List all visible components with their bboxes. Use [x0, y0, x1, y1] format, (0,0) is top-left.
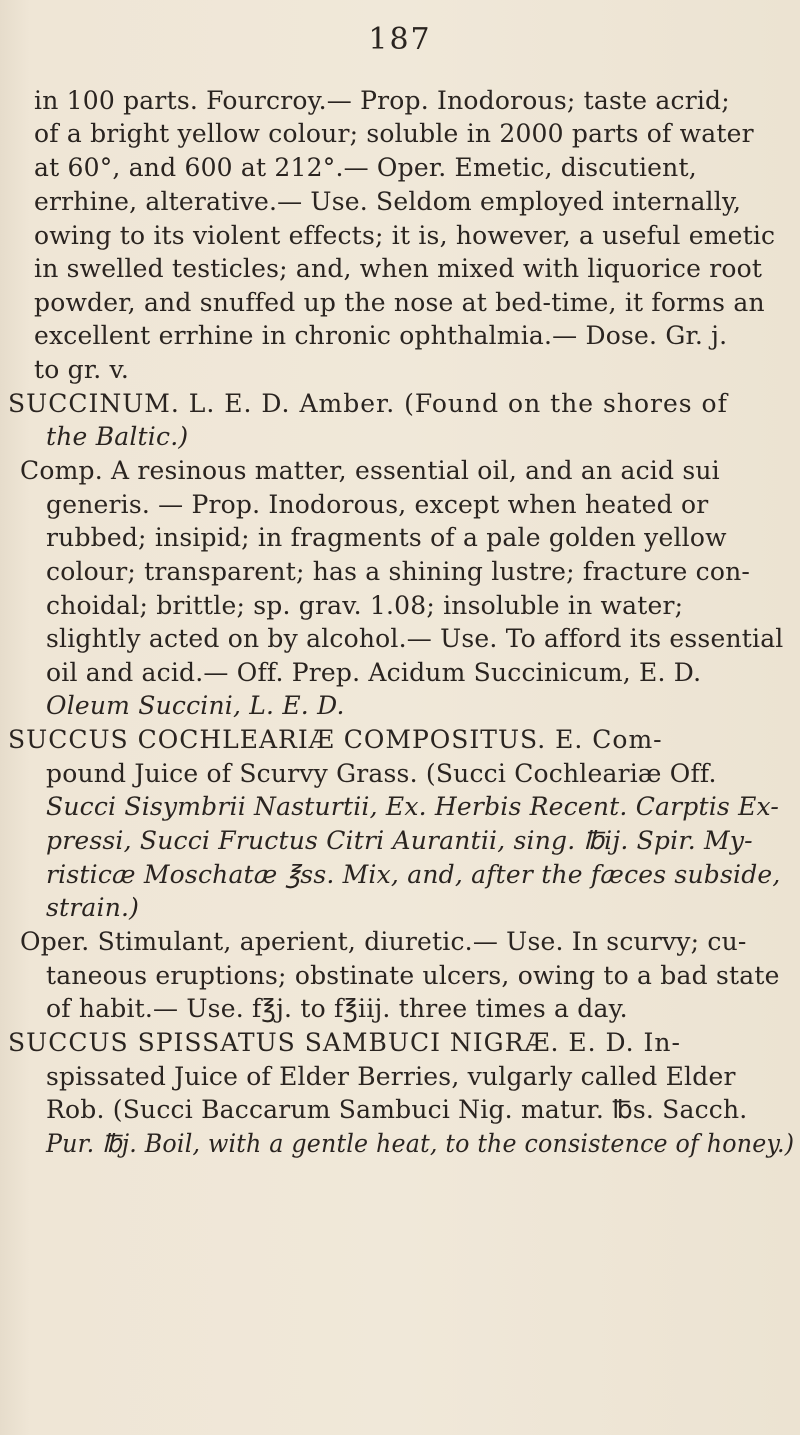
text-line: of habit.— Use. f℥j. to f℥iij. three times a day.	[46, 994, 628, 1023]
text-line: Succi Sisymbrii Nasturtii, Ex. Herbis Recent. Carptis Ex-	[46, 792, 780, 821]
text-line: at 60°, and 600 at 212°.— Oper. Emetic, discutient,	[34, 153, 697, 182]
text-line: pound Juice of Scurvy Grass. (Succi Cochleariæ Off.	[46, 759, 717, 788]
text-line: Oper. Stimulant, aperient, diuretic.— Use. In scurvy; cu-	[20, 927, 747, 956]
entry-heading: SUCCUS SPISSATUS SAMBUCI NIGRÆ. E. D. In-	[8, 1028, 681, 1057]
text-line: Pur. ℔j. Boil, with a gentle heat, to the consistence of honey.)	[46, 1129, 795, 1158]
text-line: oil and acid.— Off. Prep. Acidum Succinicum, E. D.	[46, 658, 702, 687]
page-number: 187	[368, 22, 432, 57]
text-line: the Baltic.)	[46, 422, 189, 451]
text-line: in swelled testicles; and, when mixed with liquorice root	[34, 254, 763, 283]
text-line: in 100 parts. Fourcroy.— Prop. Inodorous; taste acrid;	[34, 86, 730, 115]
text-line: spissated Juice of Elder Berries, vulgarly called Elder	[46, 1062, 736, 1091]
text-line: of a bright yellow colour; soluble in 2000 parts of water	[34, 119, 754, 148]
text-line: owing to its violent effects; it is, however, a useful emetic	[34, 221, 776, 250]
text-line: slightly acted on by alcohol.— Use. To afford its essential	[46, 624, 784, 653]
text-line: choidal; brittle; sp. grav. 1.08; insoluble in water;	[46, 591, 684, 620]
text-line: Rob. (Succi Baccarum Sambuci Nig. matur. ℔s. Sacch.	[46, 1095, 748, 1124]
text-line: taneous eruptions; obstinate ulcers, owing to a bad state	[46, 961, 780, 990]
text-line: excellent errhine in chronic ophthalmia.— Dose. Gr. j.	[34, 321, 728, 350]
text-line: powder, and snuffed up the nose at bed-time, it forms an	[34, 288, 765, 317]
text-line: to gr. v.	[34, 355, 130, 384]
entry-heading: SUCCINUM. L. E. D. Amber. (Found on the shores of	[8, 389, 728, 418]
text-line: risticæ Moschatæ ℥ss. Mix, and, after the fæces subside,	[46, 860, 781, 889]
text-line: pressi, Succi Fructus Citri Aurantii, sing. ℔ij. Spir. My-	[46, 826, 753, 855]
text-line: rubbed; insipid; in fragments of a pale golden yellow	[46, 523, 727, 552]
text-line: generis. — Prop. Inodorous, except when heated or	[46, 490, 709, 519]
text-line: colour; transparent; has a shining lustre; fracture con-	[46, 557, 751, 586]
text-line: strain.)	[46, 893, 140, 922]
text-line: Comp. A resinous matter, essential oil, and an acid sui	[20, 456, 720, 485]
entry-heading: SUCCUS COCHLEARIÆ COMPOSITUS. E. Com-	[8, 725, 663, 754]
text-line: errhine, alterative.— Use. Seldom employed internally,	[34, 187, 742, 216]
text-line: Oleum Succini, L. E. D.	[46, 691, 345, 720]
